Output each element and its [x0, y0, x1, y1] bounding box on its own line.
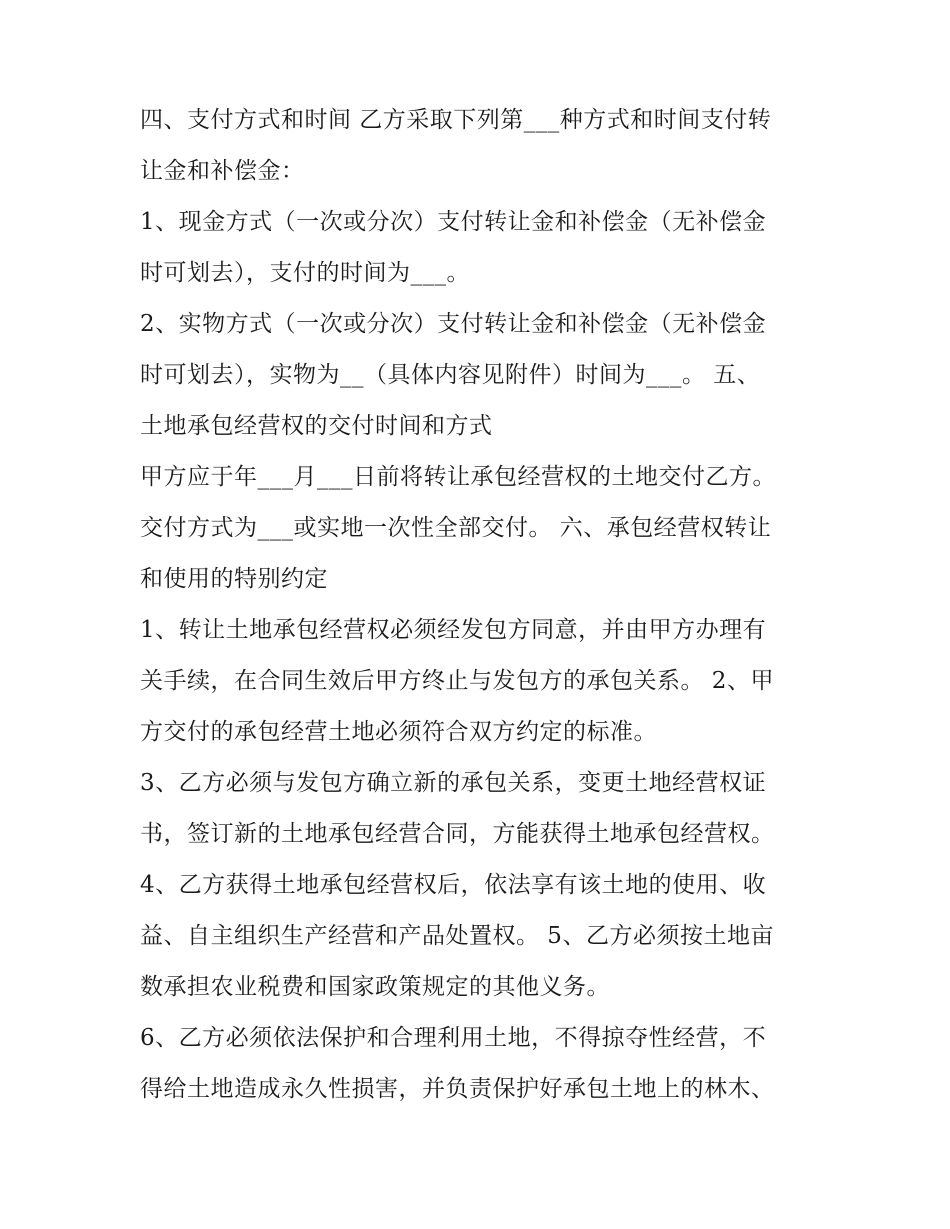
text-line: 书，签订新的土地承包经营合同，方能获得土地承包经营权。 — [140, 821, 775, 847]
text-line: 和使用的特别约定 — [140, 566, 328, 592]
text-line: 让金和补偿金： — [140, 158, 305, 184]
text-line: 数承担农业税费和国家政策规定的其他义务。 — [140, 974, 610, 1000]
contract-body — [140, 108, 820, 1102]
text-line: 益、自主组织生产经营和产品处置权。 5、乙方必须按土地亩 — [140, 923, 774, 949]
text-line: 交付方式为___或实地一次性全部交付。 六、承包经营权转让 — [140, 515, 772, 541]
text-line: 2、实物方式（一次或分次）支付转让金和补偿金（无补偿金 — [140, 311, 767, 337]
text-line: 4、乙方获得土地承包经营权后，依法享有该土地的使用、收 — [140, 872, 767, 898]
text-line: 1、现金方式（一次或分次）支付转让金和补偿金（无补偿金 — [140, 209, 767, 235]
text-line: 1、转让土地承包经营权必须经发包方同意，并由甲方办理有 — [140, 617, 767, 643]
text-line: 四、支付方式和时间 乙方采取下列第___种方式和时间支付转 — [140, 107, 772, 133]
text-line: 土地承包经营权的交付时间和方式 — [140, 413, 493, 439]
text-line: 关手续，在合同生效后甲方终止与发包方的承包关系。 2、甲 — [140, 668, 774, 694]
text-line: 6、乙方必须依法保护和合理利用土地，不得掠夺性经营，不 — [140, 1025, 767, 1051]
text-line: 3、乙方必须与发包方确立新的承包关系，变更土地经营权证 — [140, 770, 767, 796]
text-line: 得给土地造成永久性损害，并负责保护好承包土地上的林木、 — [140, 1076, 775, 1102]
text-line: 时可划去），支付的时间为___。 — [140, 260, 470, 286]
text-line: 时可划去），实物为__（具体内容见附件）时间为___。 五、 — [140, 362, 761, 388]
text-line: 方交付的承包经营土地必须符合双方约定的标准。 — [140, 719, 657, 745]
text-line: 甲方应于年___月___日前将转让承包经营权的土地交付乙方。 — [140, 464, 776, 490]
